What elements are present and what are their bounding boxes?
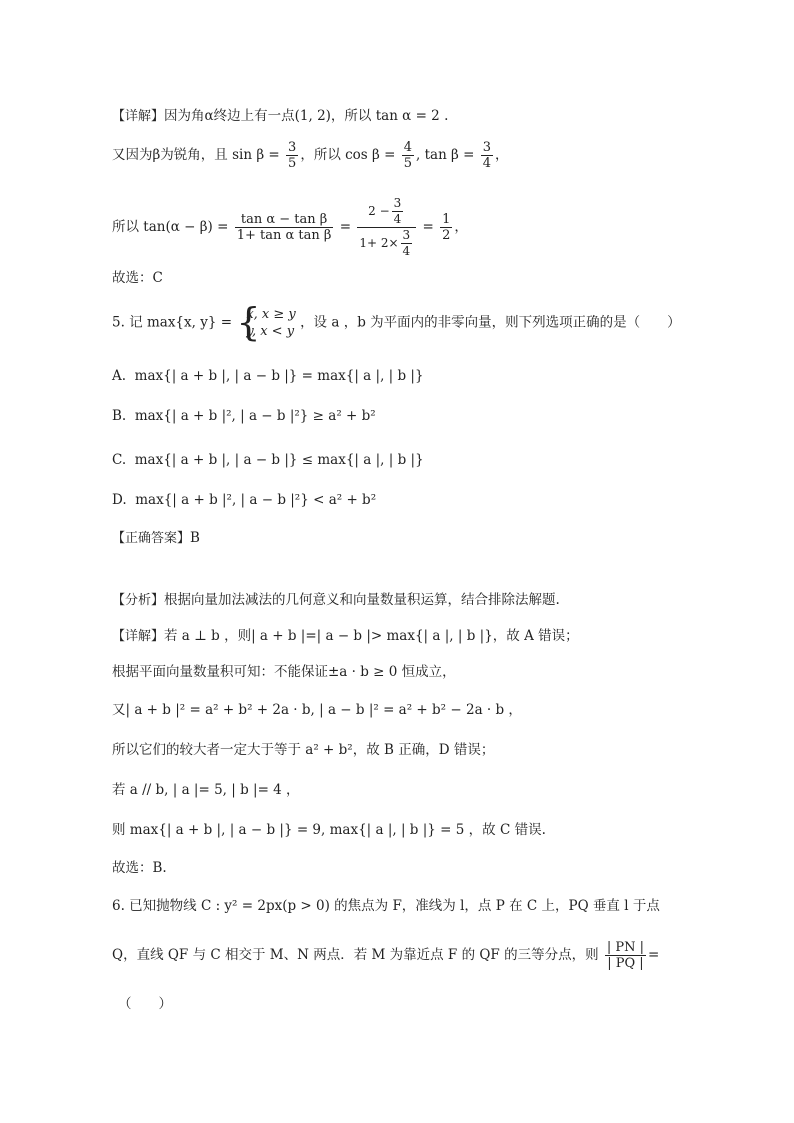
answer-value: B	[190, 530, 200, 546]
option-expression: max{| a + b |, | a − b |} ≤ max{| a |, | b |}	[134, 452, 424, 468]
question-stem: Q，直线 QF 与 C 相交于 M、N 两点．若 M 为靠近点 F 的 QF 的三等分点，则	[112, 947, 599, 963]
solution-text: 若 a ⊥ b ，则| a + b |=| a − b |> max{| a |, | b |}，故 A 错误；	[164, 628, 579, 644]
option-expression: max{| a + b |², | a − b |²} ≥ a² + b²	[134, 408, 376, 424]
question-6-line-3	[118, 996, 172, 1012]
denominator: 4	[482, 156, 492, 171]
text-segment: 又因为β为锐角，且 sin β =	[112, 147, 280, 163]
answer-blank: （ ）	[118, 996, 172, 1012]
detail-label: 【详解】	[112, 629, 165, 644]
denominator: 1+ tan α tan β	[236, 228, 332, 243]
numerator: tan α − tan β	[235, 212, 334, 228]
option-label: A.	[112, 368, 127, 384]
option-expression: max{| a + b |², | a − b |²} < a² + b²	[135, 492, 377, 508]
text-segment: ，	[495, 147, 509, 163]
denominator: 2	[442, 228, 451, 243]
denominator: 5	[288, 156, 297, 171]
case-row: x, x ≥ y	[246, 307, 296, 322]
fraction-sin	[286, 140, 298, 171]
detail-text: 因为角α终边上有一点(1, 2)，所以 tan α = 2 .	[164, 108, 449, 124]
inner-fraction	[392, 196, 404, 227]
question-5	[112, 300, 681, 344]
solution-line-4	[112, 742, 494, 758]
solution-line-7	[112, 860, 167, 876]
solution-line-2	[112, 664, 456, 680]
denominator: | PQ |	[607, 956, 644, 971]
equals-sign: =	[422, 219, 434, 235]
numerator: 3	[393, 196, 402, 210]
equals-sign: =	[339, 219, 352, 235]
brace: {	[236, 300, 261, 344]
detail-line-1	[112, 108, 448, 125]
equals-sign: =	[648, 947, 660, 963]
option-label: D.	[112, 492, 127, 508]
analysis-label: 【分析】	[112, 593, 165, 608]
option-expression: max{| a + b |, | a − b |} = max{| a |, | b |}	[134, 368, 424, 384]
option-c[interactable]	[112, 452, 424, 468]
detail-label: 【详解】	[112, 109, 165, 124]
text-segment: 2 −	[368, 204, 390, 218]
question-stem: 6. 已知抛物线 C : y² = 2px(p > 0) 的焦点为 F，准线为 l，点 P 在 C 上，PQ 垂直 l 于点	[112, 898, 660, 914]
fraction-tan	[481, 140, 493, 171]
solution-line-3	[112, 702, 522, 718]
denominator: 4	[393, 212, 402, 226]
solution-line-6	[112, 822, 546, 838]
question-6-line-1	[112, 898, 660, 914]
text-segment: , tan β =	[416, 147, 475, 163]
numerator: | PN |	[606, 940, 645, 955]
compound-denominator	[357, 228, 416, 259]
solution-text: 又| a + b |² = a² + b² + 2a · b, | a − b |² = a² + b² − 2a · b ，	[112, 702, 522, 718]
question-6-line-2	[112, 940, 659, 971]
solution-line-5	[112, 782, 300, 798]
question-stem: 5. 记 max{x, y} =	[112, 314, 233, 331]
conclusion-text: 故选：C	[112, 270, 163, 286]
text-segment: ，	[454, 219, 468, 235]
fraction-tan-diff	[235, 212, 334, 243]
piecewise-definition	[236, 300, 296, 344]
solution-text: 故选：B.	[112, 860, 167, 876]
analysis	[112, 592, 560, 609]
answer-label: 【正确答案】	[112, 531, 191, 546]
option-label: C.	[112, 452, 127, 468]
option-label: B.	[112, 408, 127, 424]
denominator: 5	[403, 156, 413, 171]
fraction-cos	[402, 140, 414, 171]
option-d[interactable]	[112, 492, 376, 508]
solution-text: 所以它们的较大者一定大于等于 a² + b²，故 B 正确，D 错误；	[112, 742, 495, 758]
numerator: 3	[288, 140, 297, 155]
case-row: y, x < y	[246, 324, 295, 339]
choose-c-line	[112, 270, 163, 286]
text-segment: 所以 tan(α − β) =	[112, 219, 229, 235]
fraction-compound	[357, 196, 416, 259]
detail-line-2	[112, 140, 509, 171]
text-segment: 1+ 2×	[359, 236, 399, 250]
correct-answer	[112, 530, 200, 547]
numerator: 4	[403, 140, 413, 155]
option-a[interactable]	[112, 368, 424, 384]
solution-text: 若 a // b, | a |= 5, | b |= 4 ，	[112, 782, 300, 798]
question-stem: ，设 a ，b 为平面内的非零向量，则下列选项正确的是（ ）	[300, 314, 681, 331]
fraction-result	[440, 212, 452, 243]
text-segment: ，所以 cos β =	[300, 147, 396, 163]
solution-text: 根据平面向量数量积可知：不能保证±a · b ≥ 0 恒成立，	[112, 664, 456, 680]
compound-numerator	[357, 196, 416, 228]
fraction-pn-pq	[605, 940, 646, 971]
numerator: 1	[442, 212, 451, 227]
denominator: 4	[402, 244, 411, 258]
inner-fraction	[401, 228, 413, 259]
solution-text: 则 max{| a + b |, | a − b |} = 9, max{| a |, | b |} = 5 ，故 C 错误.	[112, 822, 546, 838]
numerator: 3	[482, 140, 492, 155]
solution-line-1	[112, 628, 579, 645]
detail-line-3	[112, 196, 468, 259]
option-b[interactable]	[112, 408, 376, 424]
analysis-text: 根据向量加法减法的几何意义和向量数量积运算，结合排除法解题.	[164, 592, 560, 608]
numerator: 3	[402, 228, 411, 242]
